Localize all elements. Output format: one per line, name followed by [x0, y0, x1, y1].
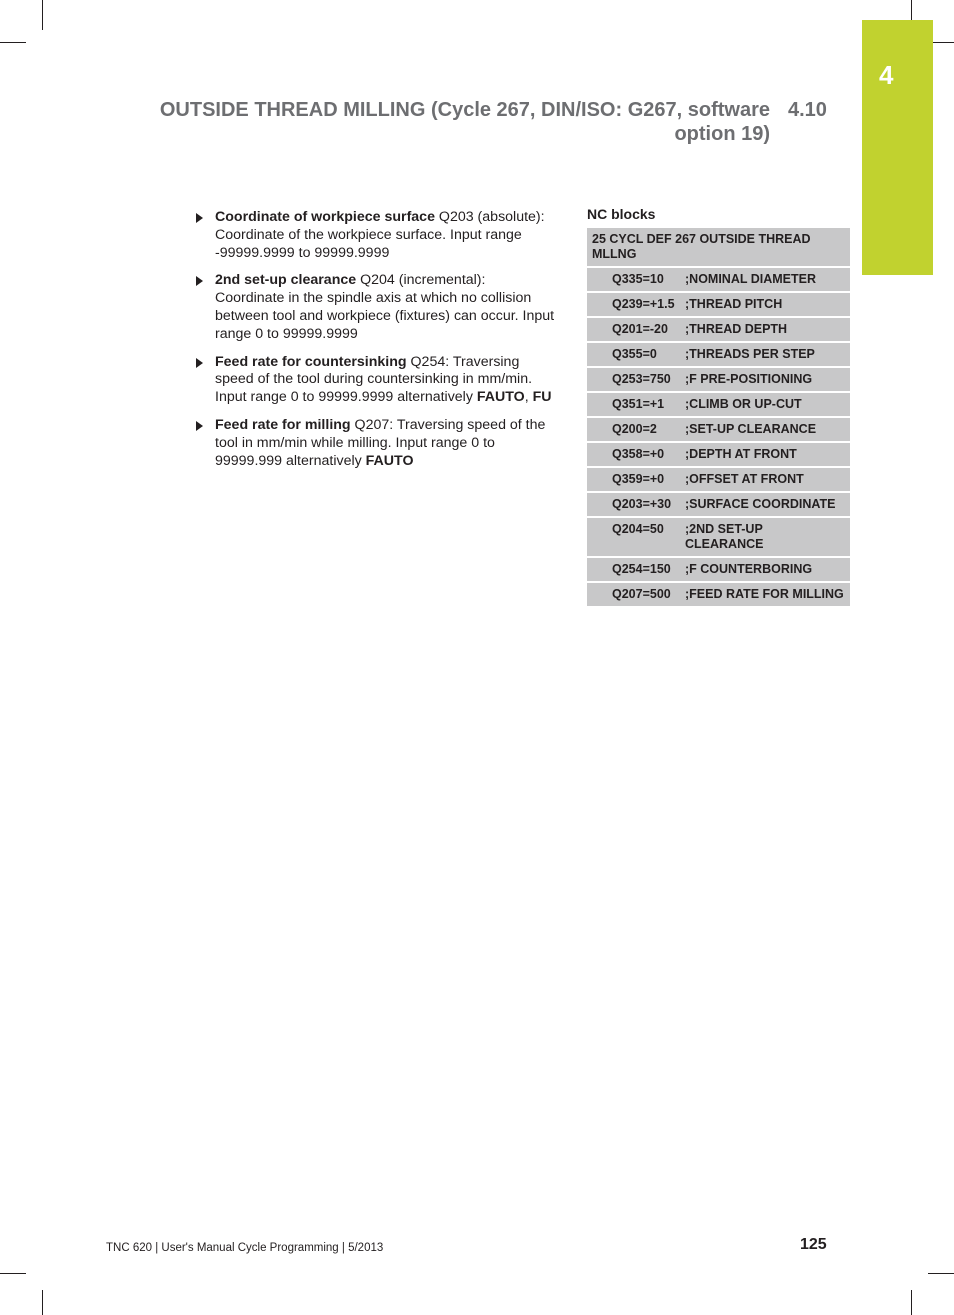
table-row: [587, 318, 850, 343]
table-row: [587, 393, 850, 418]
list-item: [193, 417, 558, 470]
nc-comment: ;SET-UP CLEARANCE: [685, 422, 817, 436]
nc-comment: ;THREAD DEPTH: [685, 322, 788, 336]
table-row: [587, 343, 850, 368]
nc-code: Q351=+1: [612, 397, 665, 411]
crop-mark: [928, 1273, 954, 1274]
table-row: [587, 558, 850, 583]
bullet-arrow-icon: [196, 358, 203, 368]
table-row: [587, 443, 850, 468]
crop-mark: [42, 1290, 43, 1315]
nc-blocks-heading: NC blocks: [587, 206, 656, 222]
nc-code: Q254=150: [612, 562, 671, 576]
nc-code: Q207=500: [612, 587, 671, 601]
crop-mark: [0, 1273, 26, 1274]
nc-code: Q335=10: [612, 272, 664, 286]
crop-mark: [911, 1290, 912, 1315]
nc-code: Q201=-20: [612, 322, 668, 336]
nc-comment: ;THREAD PITCH: [685, 297, 783, 311]
parameter-description: Q204 (incremental): Coordinate in the spindle axis at which no collision between tool and workpiece (fixtures) can occur. Input range 0 to 99999.9999: [215, 272, 555, 342]
nc-code: Q358=+0: [612, 447, 665, 461]
table-row: [587, 368, 850, 393]
crop-mark: [911, 0, 912, 20]
nc-comment: ;DEPTH AT FRONT: [685, 447, 797, 461]
nc-comment: ;2ND SET-UP CLEARANCE: [685, 522, 764, 551]
bullet-arrow-icon: [196, 421, 203, 431]
nc-comment: ;F PRE-POSITIONING: [685, 372, 813, 386]
bullet-arrow-icon: [196, 213, 203, 223]
section-number: 4.10: [788, 99, 827, 121]
nc-comment: ;FEED RATE FOR MILLING: [685, 587, 844, 601]
parameter-label: 2nd set-up clearance: [215, 272, 357, 289]
list-item: [193, 354, 558, 407]
list-item: [193, 272, 558, 343]
nc-code: Q203=+30: [612, 497, 672, 511]
nc-comment: ;OFFSET AT FRONT: [685, 472, 804, 486]
parameter-label: Feed rate for milling: [215, 416, 351, 433]
parameter-list: [193, 209, 558, 480]
chapter-number: 4: [879, 60, 894, 90]
bullet-arrow-icon: [196, 276, 203, 286]
nc-comment: ;F COUNTERBORING: [685, 562, 813, 576]
parameter-label: Feed rate for countersinking: [215, 353, 407, 370]
separator: ,: [524, 389, 533, 406]
table-row: [587, 493, 850, 518]
list-item: [193, 209, 558, 262]
chapter-tab: [862, 20, 933, 275]
option-keyword: FAUTO: [476, 389, 525, 406]
nc-code: Q204=50: [612, 522, 664, 536]
nc-code: Q359=+0: [612, 472, 665, 486]
table-row: [587, 418, 850, 443]
footer-text: TNC 620 | User's Manual Cycle Programming | 5/2013: [106, 1242, 384, 1254]
nc-code: Q239=+1.5: [612, 297, 675, 311]
page-number: 125: [800, 1236, 827, 1253]
option-keyword: FAUTO: [365, 452, 414, 469]
nc-comment: ;NOMINAL DIAMETER: [685, 272, 817, 286]
table-row: [587, 468, 850, 493]
nc-comment: ;CLIMB OR UP-CUT: [685, 397, 802, 411]
crop-mark: [42, 0, 43, 30]
nc-code: Q200=2: [612, 422, 657, 436]
page-title: OUTSIDE THREAD MILLING (Cycle 267, DIN/ISO: G267, software option 19): [159, 99, 770, 145]
crop-mark: [0, 42, 26, 43]
nc-comment: ;SURFACE COORDINATE: [685, 497, 836, 511]
parameter-description: Q254: Traversing speed of the tool during countersinking in mm/min. Input range 0 to 99999.9999 alternatively: [215, 353, 533, 406]
table-row: [587, 583, 850, 608]
option-keyword: FU: [532, 389, 552, 406]
table-row: [587, 518, 850, 558]
nc-cycle-def: 25 CYCL DEF 267 OUTSIDE THREAD MLLNG: [587, 228, 850, 268]
nc-blocks-table: [587, 228, 850, 608]
parameter-description: Q203 (absolute): Coordinate of the workpiece surface. Input range -99999.9999 to 99999.9999: [215, 209, 545, 261]
parameter-label: Coordinate of workpiece surface: [215, 209, 435, 225]
nc-comment: ;THREADS PER STEP: [685, 347, 815, 361]
nc-code: Q253=750: [612, 372, 671, 386]
parameter-description: Q207: Traversing speed of the tool in mm/min while milling. Input range 0 to 99999.999 alternatively: [215, 416, 546, 469]
nc-code: Q355=0: [612, 347, 657, 361]
table-row: [587, 268, 850, 293]
table-row: [587, 293, 850, 318]
